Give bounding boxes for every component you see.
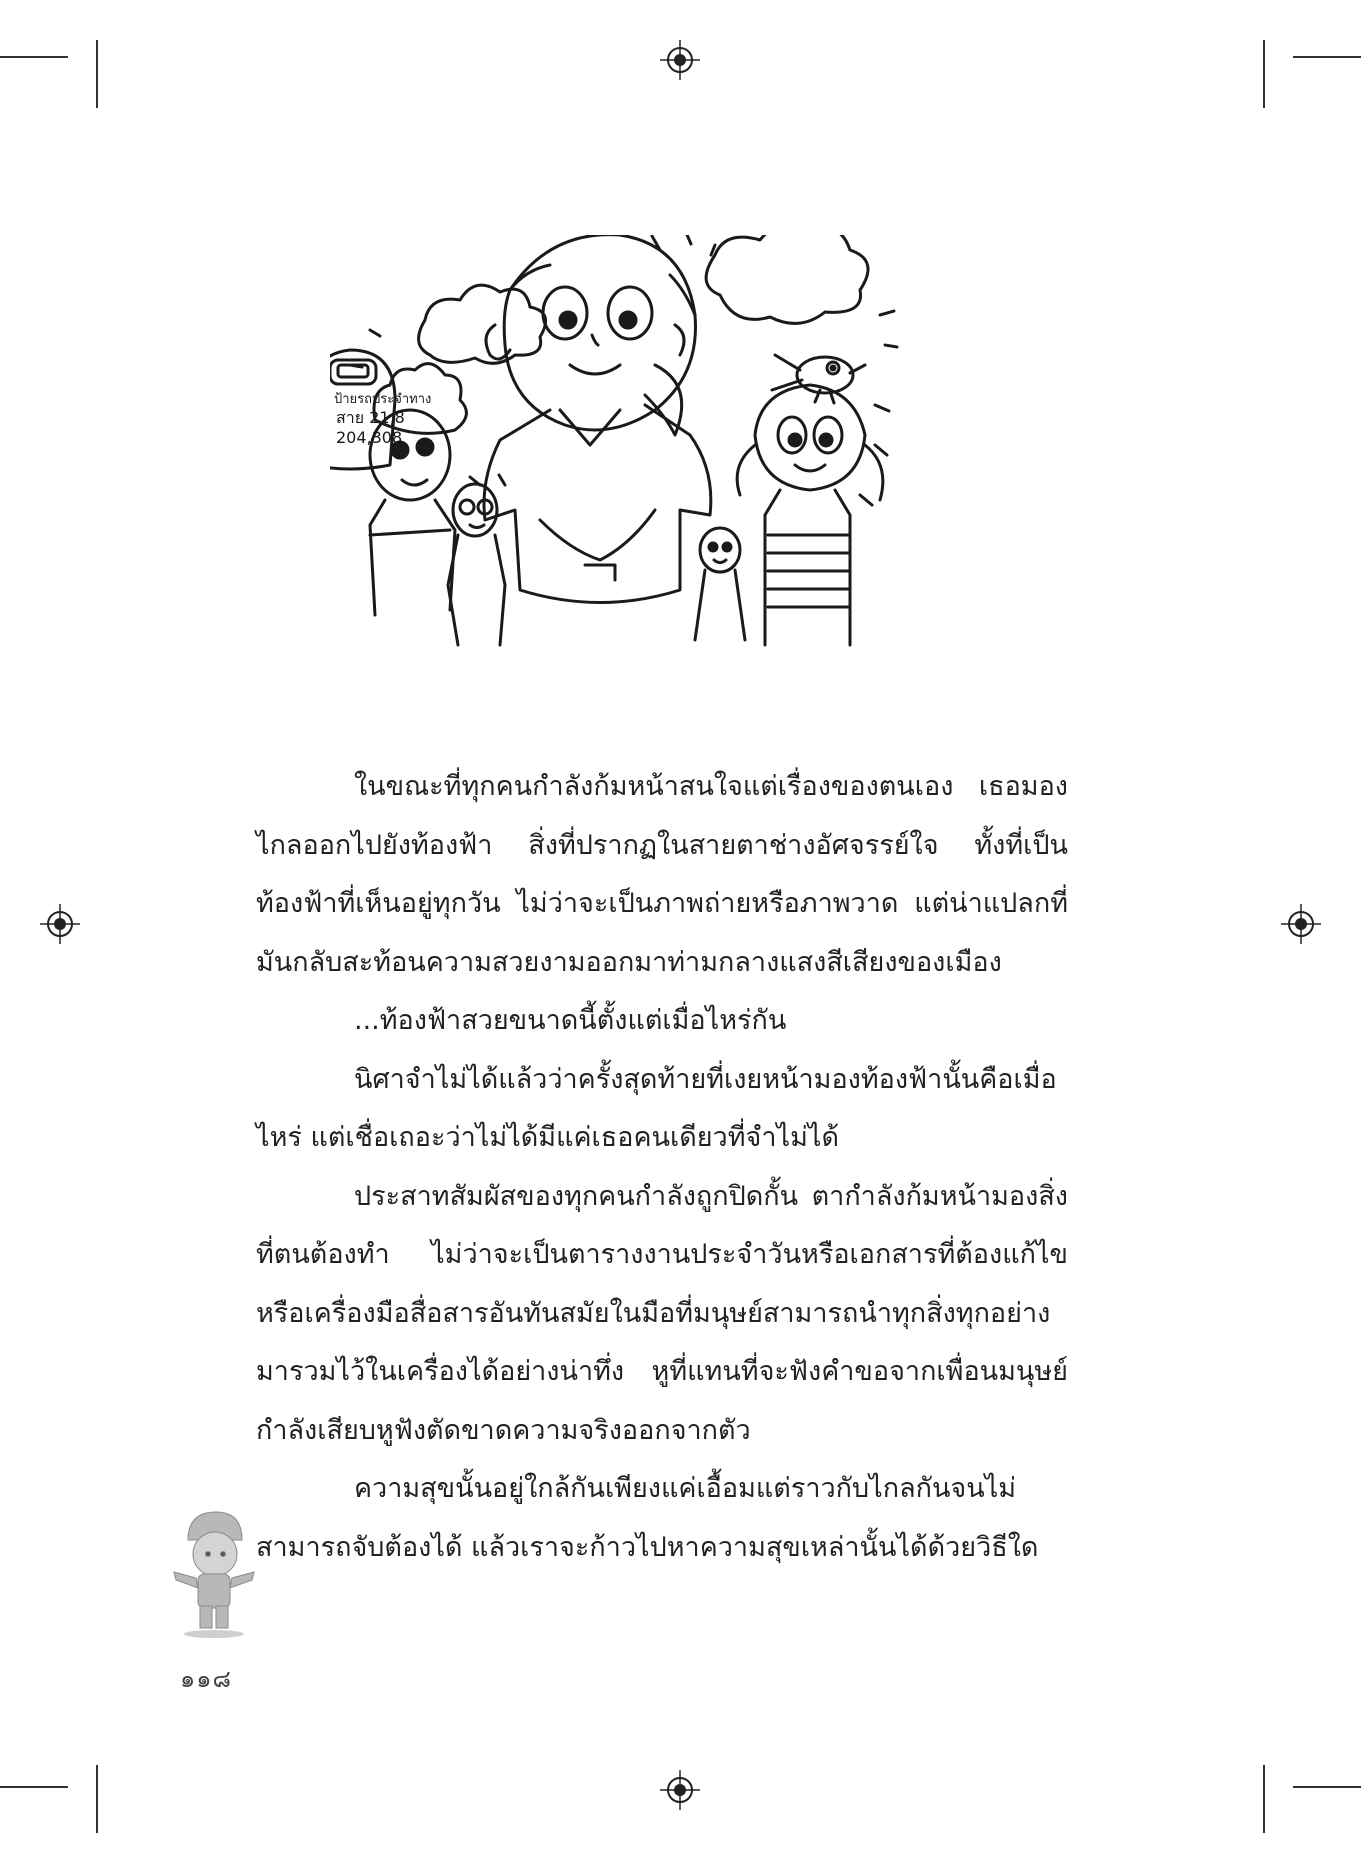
girl-with-pigtails	[737, 385, 883, 645]
bus-sign-line2: สาย 21,8	[336, 408, 405, 427]
cloud-right	[706, 235, 868, 323]
crop-mark-top-left-v	[96, 40, 98, 108]
bus-sign-line1: ป้ายรถประจำทาง	[334, 392, 432, 407]
crop-mark-top-right-v	[1263, 40, 1265, 108]
bus-sign-line3: 204,308	[336, 428, 403, 447]
registration-mark-right	[1281, 904, 1321, 944]
registration-mark-top	[660, 40, 700, 80]
illustration-children-bus-stop	[330, 235, 1010, 735]
paragraph-3: นิศาจำไม่ได้แล้วว่าครั้งสุดท้ายที่เงยหน้ามองท้องฟ้านั้นคือเมื่อไหร่ แต่เชื่อเถอะว่าไม่ได้มีแค่เธอคนเดียวที่จำไม่ได้	[256, 1063, 1057, 1153]
registration-mark-left	[40, 904, 80, 944]
paragraph-4: ประสาทสัมผัสของทุกคนกำลังถูกปิดกั้น ตากำลังก้มหน้ามองสิ่งที่ตนต้องทำ ไม่ว่าจะเป็นตารางงานประจำวันหรือเอกสารที่ต้องแก้ไขหรือเครื่องมือสื่อสารอันทันสมัยในมือที่มนุษย์สามารถนำทุกสิ่งทุกอย่างมารวมไว้ในเครื่องได้อย่างน่าทึ่ง หูที่แทนที่จะฟังคำขอจากเพื่อนมนุษย์กำลังเสียบหูฟังตัดขาดความจริงออกจากตัว	[256, 1180, 1068, 1446]
bird-icon	[772, 355, 865, 403]
crop-mark-bottom-right-h	[1293, 1786, 1361, 1788]
paragraph-2: ...ท้องฟ้าสวยขนาดนี้ตั้งแต่เมื่อไหร่กัน	[354, 1005, 787, 1036]
paragraph-5: ความสุขนั้นอยู่ใกล้กันเพียงแค่เอื้อมแต่ราวกับไกลกันจนไม่สามารถจับต้องได้ แล้วเราจะก้าวไปหาความสุขเหล่านั้นได้ด้วยวิธีใด	[256, 1473, 1039, 1563]
mascot-boy-icon	[168, 1510, 258, 1638]
crop-mark-top-right-h	[1293, 56, 1361, 58]
crop-mark-bottom-right-v	[1263, 1765, 1265, 1833]
cloud-left	[419, 285, 546, 363]
crop-mark-top-left-h	[0, 56, 68, 58]
crop-mark-bottom-left-v	[96, 1765, 98, 1833]
registration-mark-bottom	[660, 1770, 700, 1810]
girl-with-glasses	[448, 484, 505, 645]
small-girl	[695, 528, 745, 640]
crop-mark-bottom-left-h	[0, 1786, 68, 1788]
page-number: ๑๑๘	[180, 1665, 232, 1693]
paragraph-1: ในขณะที่ทุกคนกำลังก้มหน้าสนใจแต่เรื่องของตนเอง เธอมองไกลออกไปยังท้องฟ้า สิ่งที่ปรากฏในสายตาช่างอัศจรรย์ใจ ทั้งที่เป็นท้องฟ้าที่เห็นอยู่ทุกวัน ไม่ว่าจะเป็นภาพถ่ายหรือภาพวาด แต่น่าแปลกที่มันกลับสะท้อนความสวยงามออกมาท่ามกลางแสงสีเสียงของเมือง	[256, 771, 1068, 978]
story-text	[256, 758, 1068, 1577]
